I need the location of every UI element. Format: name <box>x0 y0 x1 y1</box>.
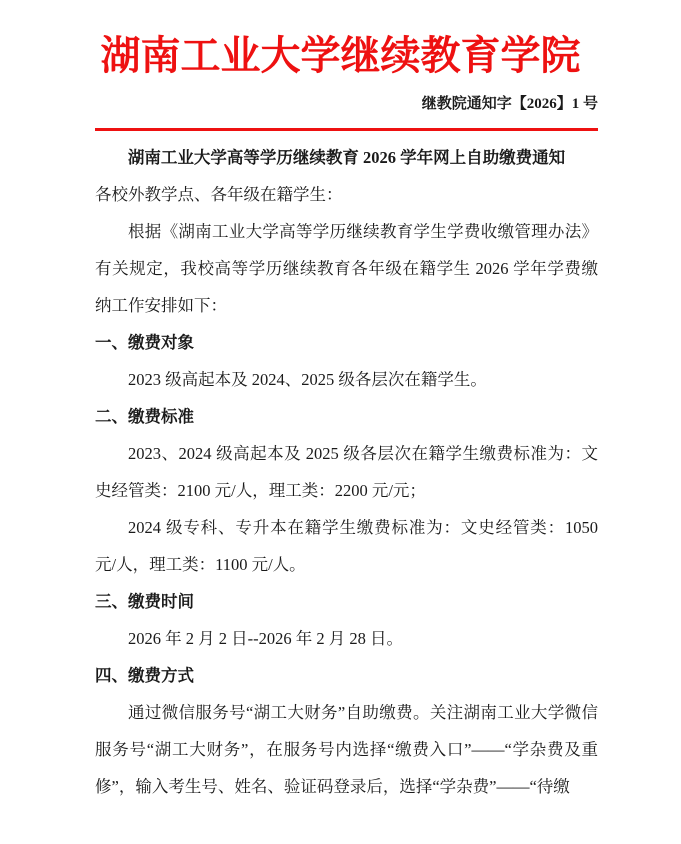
section-title-payers: 一、缴费对象 <box>95 333 194 352</box>
document-content <box>95 94 598 805</box>
section-paragraph: 2023 级高起本及 2024、2025 级各层次在籍学生。 <box>128 370 487 389</box>
notice-title: 湖南工业大学高等学历继续教育 2026 学年网上自助缴费通知 <box>127 148 566 167</box>
section-title-time: 三、缴费时间 <box>95 592 194 611</box>
intro-paragraph: 根据《湖南工业大学高等学历继续教育学生学费收缴管理办法》有关规定，我校高等学历继续教育各年级在籍学生 2026 学年学费缴纳工作安排如下： <box>95 222 598 315</box>
org-title: 湖南工业大学继续教育学院 <box>100 33 581 78</box>
section-paragraph: 2026 年 2 月 2 日--2026 年 2 月 28 日。 <box>128 629 403 648</box>
section-paragraph: 2023、2024 级高起本及 2025 级各层次在籍学生缴费标准为：文史经管类：2100 元/人，理工类：2200 元/元； <box>95 444 598 500</box>
section-paragraph: 通过微信服务号“湖工大财务”自助缴费。关注湖南工业大学微信服务号“湖工大财务”，在服务号内选择“缴费入口”——“学杂费及重修”，输入考生号、姓名、验证码登录后，选择“学杂费”——“待缴 <box>95 703 598 796</box>
section-paragraph: 2024 级专科、专升本在籍学生缴费标准为：文史经管类：1050 元/人，理工类：1100 元/人。 <box>95 518 598 574</box>
doc-number: 继教院通知字【2026】1 号 <box>421 96 598 112</box>
notice-body <box>95 176 598 805</box>
section-title-method: 四、缴费方式 <box>95 666 194 685</box>
red-divider <box>95 128 598 131</box>
section-title-standards: 二、缴费标准 <box>95 407 194 426</box>
salutation: 各校外教学点、各年级在籍学生： <box>95 185 343 204</box>
